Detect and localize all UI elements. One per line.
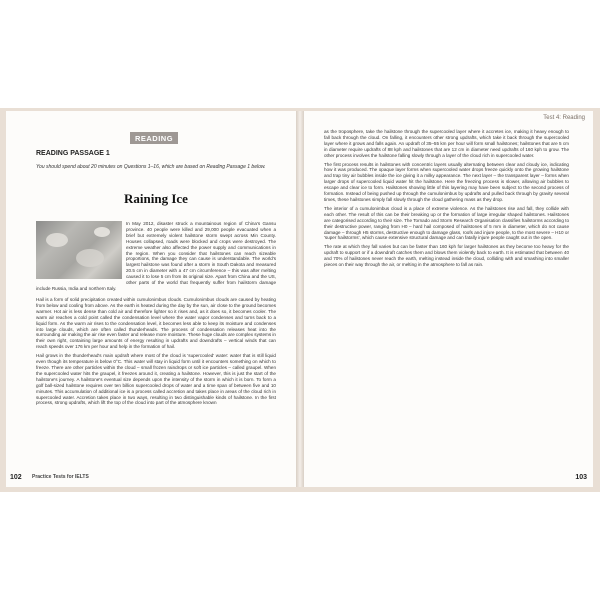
intro-paragraph: [36, 221, 276, 295]
left-page: [6, 111, 296, 487]
body-paragraph: as the troposphere, take the hailstone through the supercooled layer where it accretes ice, making it heavy enough to fall back through the cloud. On falling, it encounters other strong updrafts, which take it back through the supercooled layer where it grows and falls again. An updraft of 35–55 km per hour will form small hailstones; hailstones that are 5 cm in diameter require updrafts of 88 kph and hailstones that are 12 cm in diameter need updrafts of 160 kph to grow. The other process involves the hailstone falling slowly through a layer of the cloud rich in supercooled water.: [324, 129, 569, 158]
book-gutter: [296, 111, 304, 487]
body-paragraph: The interior of a cumulonimbus cloud is a place of extreme violence. As the hailstones rise and fall, they collide with each other. The result of this can be their breaking up or the formation of large irregular shaped hailstones. Hailstones are categorised according to their size. The Tornado and Storm Research Organisation classifies hailstorms according to their destructive power, ranging from H0 – hard hail composed of hailstones of 5 mm in diameter, which do not cause damage – through H5 storms, destructive enough to damage glass, roofs and injure people, to the most severe – H10 or 'super hailstorms', which cause extensive structural damage and can fatally injure people caught out in the open.: [324, 205, 569, 241]
photo-float-spacer: [36, 221, 126, 281]
right-body-text: [324, 129, 569, 271]
passage-heading: READING PASSAGE 1: [36, 150, 110, 157]
article-title: Raining Ice: [124, 191, 188, 206]
running-header: Test 4: Reading: [543, 115, 585, 121]
page-number: 102: [10, 474, 22, 481]
section-tag: READING: [130, 132, 178, 144]
intro-paragraph-text: In May 2012, disaster struck a mountainous region of China's Gansu province. 40 people were killed and 29,000 people evacuated when a brief but extremely violent hailstone storm swept across Min County. Houses collapsed, roads were blocked and crops were destroyed. The extreme weather also affected the power supply and communications in the region. When you consider that hailstones can reach sizeable proportions, the damage they can cause is understandable. The world's largest hailstone was found after a storm in South Dakota and measured 20.5 cm in diameter with a 47 cm circumference – this was after melting caused it to lose 5 cm from its original size. Apart from China and the US, other parts of the world that frequently suffer from hailstorm damage include Russia, India and northern Italy.: [36, 221, 276, 291]
page-number: 103: [575, 474, 587, 481]
left-footer: [6, 471, 296, 481]
body-paragraph: The rate at which they fall varies but can be faster than 160 kph for larger hailstones as they become too heavy for the updraft to support or if a downdraft catches them and blows them violently back to earth. It is estimated that between 40 and 70% of hailstones never reach the earth, melting instead inside the cloud, colliding with and smashing into smaller pieces on their way through the air, or melting in the atmosphere to fall as rain.: [324, 244, 569, 268]
body-paragraph: Hail grows in the thunderhead's main updraft where most of the cloud is 'supercooled' water: water that is still liquid even though its temperature is below 0°C. This water will stay in liquid form until it encounters something on which to freeze. There are other particles within the cloud – small frozen raindrops or soft ice particles – called graupel. When the supercooled water hits the graupel, it freezes around it, creating a hailstone. However, this is just the start of the hailstone's journey. A hailstone's eventual size depends upon the intensity of the storm in which it is born. To form a golf ball-sized hailstone requires over ten billion supercooled drops of water and a time span of between five and 10 minutes. This accumulation of additional ice is a process called accretion and takes place in areas of the cloud rich in supercooled water. Accretion takes place in two ways, resulting in two distinguishable kinds of hailstone. In the first process, strong updrafts, which lift the top of the cloud into part of the atmosphere known: [36, 353, 276, 406]
body-paragraph: The first process results in hailstones with concentric layers usually alternating between clear and cloudy ice, indicating how it was produced. The opaque layer forms when supercooled water drops freeze quickly onto the growing hailstone and trap tiny air bubbles inside the ice giving it a milky appearance. The next layer – the transparent layer – forms when larger drops of supercooled liquid water hit the hailstone. Here the freezing process is slower, allowing air bubbles to escape and clear ice to form. Hailstones showing little of this layering may have been subject to the second process of formation. Instead of being pushed up through the cumulonimbus by updrafts and pulled back through by gravity several times, these hailstones simply fall slowly through the cloud gathering mass as they drop.: [324, 161, 569, 202]
right-page: [304, 111, 593, 487]
instruction-text: You should spend about 20 minutes on Questions 1–16, which are based on Reading Passage 1 below.: [36, 164, 266, 170]
book-title: Practice Tests for IELTS: [32, 474, 89, 480]
left-body-text: [36, 297, 276, 409]
body-paragraph: Hail is a form of solid precipitation created within cumulonimbus clouds. Cumulonimbus clouds are caused by heating from below and cooling from above. As the earth is heated during the day by the sun, air close to the ground becomes warmer. Hot air is less dense than cold air and therefore lighter so it rises and, as it does so, it becomes cooler. The warm air reaches a cold point called the condensation level where the water vapor condenses and turns back to a liquid form. As the warm air rises to the condensation level, it becomes less able to keep its moisture and condenses into large clouds, which are often called thunderheads. The process of condensation releases heat into the surrounding air making the air rise even faster and release more moisture. These huge clouds are complex systems in their own right, containing large amounts of energy resulting in updrafts and downdrafts – vertical winds that can reach speeds over 176 km per hour and help in the formation of hail.: [36, 297, 276, 350]
